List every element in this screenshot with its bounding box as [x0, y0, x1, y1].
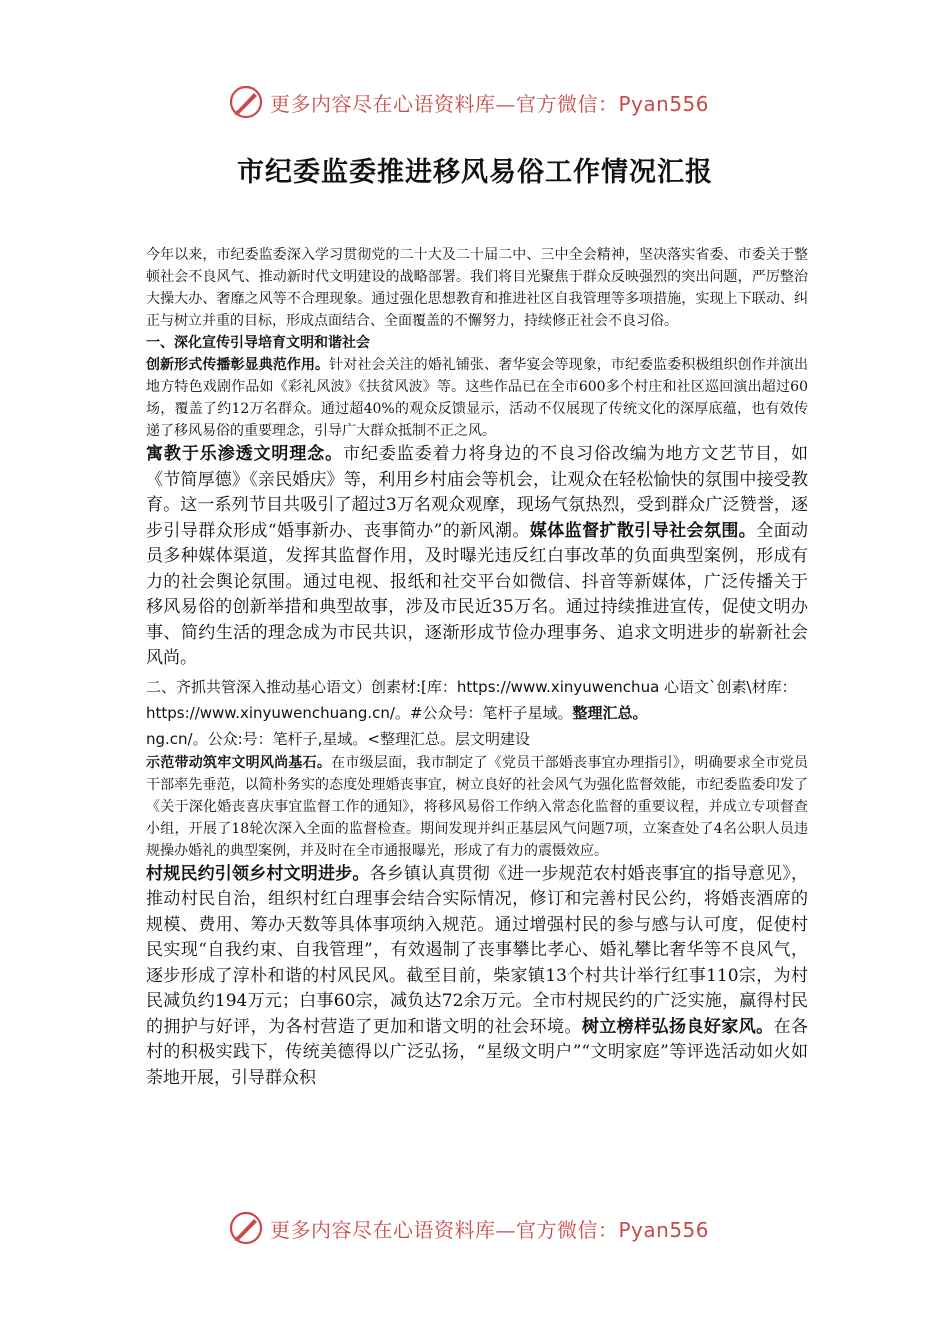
- pen-logo-icon: [228, 84, 264, 120]
- section1-text1: 针对社会关注的婚礼铺张、奢华宴会等现象，市纪委监委积极组织创作并演出地方特色戏剧作品如《彩礼风波》《扶贫风波》等。这些作品已在全市600多个村庄和社区巡回演出超过60场，覆盖了约12万名群众。通过超40%的观众反馈显示，活动不仅展现了传统文化的深厚底蕴，也有效传递了移风易俗的重要理念，引导广大群众抵制不正之风。: [146, 357, 809, 439]
- banner-text: 更多内容尽在心语资料库—官方微信：Pyan556: [270, 91, 710, 116]
- banner-text: 更多内容尽在心语资料库—官方微信：Pyan556: [270, 1217, 710, 1242]
- header-banner: [228, 82, 748, 122]
- section1-paragraph-b: [146, 442, 808, 672]
- section1-lead2: 寓教于乐渗透文明理念。: [146, 444, 344, 464]
- footer-banner: [228, 1208, 748, 1248]
- section2-lead3: 树立榜样弘扬良好家风。: [581, 1016, 774, 1037]
- section1-text2: 市纪委监委着力将身边的不良习俗改编为地方文艺节目，如《节简厚德》《亲民婚庆》等，利用乡村庙会等机会，让观众在轻松愉快的氛围中接受教育。这一系列节目共吸引了超过3万名观众观摩，现场气氛热烈，受到群众广泛赞誉，逐步引导群众形成“婚事新办、丧事简办”的新风潮。: [146, 444, 809, 541]
- document-title: 市纪委监委推进移风易俗工作情况汇报: [237, 157, 713, 188]
- section1-lead1: 创新形式传播彰显典范作用。: [146, 357, 330, 373]
- section1-lead3: 媒体监督扩散引导社会氛围。: [529, 520, 757, 541]
- section1-paragraph-a: [146, 354, 808, 442]
- section2-lead1: 示范带动筑牢文明风尚基石。: [146, 754, 332, 771]
- section2-heading: 二、齐抓共管深入推动基心语文）创素材:[库：https://www.xinyuwenchua 心语文`创素\材库：https://www.xinyuwenchuang.cn/。#公众号：笔杆子星域。整理汇总。 ng.cn/。公众:号：笔杆子,星域。<整理汇总。层文明建设: [146, 677, 797, 748]
- section2-text2: 各乡镇认真贯彻《进一步规范农村婚丧事宜的指导意见》，推动村民自治，组织村红白理事会结合实际情况，修订和完善村民公约，将婚丧酒席的规模、费用、筹办天数等具体事项纳入规范。通过增强村民的参与感与认可度，促使村民实现“自我约束、自我管理”，有效遏制了丧事攀比孝心、婚礼攀比奢华等不良风气，逐步形成了淳朴和谐的村风民风。截至目前，柴家镇13个村共计举行红事110宗，为村民减负约194万元；白事60宗，减负达72余万元。全市村规民约的广泛实施，赢得村民的拥护与好评，为各村营造了更加和谐文明的社会环境。: [146, 863, 809, 1037]
- section2-text3: 在各村的积极实践下，传统美德得以广泛弘扬，“星级文明户”“文明家庭”等评选活动如火如荼地开展，引导群众积: [146, 1016, 809, 1088]
- section2-lead2: 村规民约引领乡村文明进步。: [146, 863, 370, 884]
- pen-logo-icon: [228, 1210, 264, 1246]
- section1-heading: 一、深化宣传引导培育文明和谐社会: [146, 335, 370, 351]
- section2-paragraph-a: [146, 752, 808, 862]
- intro-paragraph: 今年以来，市纪委监委深入学习贯彻党的二十大及二十届二中、三中全会精神，坚决落实省委、市委关于整顿社会不良风气、推动新时代文明建设的战略部署。我们将目光聚焦于群众反映强烈的突出问题，严厉整治大操大办、奢靡之风等不合理现象。通过强化思想教育和推进社区自我管理等多项措施，实现上下联动、纠正与树立并重的目标，形成点面结合、全面覆盖的不懈努力，持续修正社会不良习俗。: [146, 247, 808, 329]
- section2-paragraph-b: [146, 862, 808, 1092]
- document-body: [146, 244, 808, 1091]
- section1-text3: 全面动员多种媒体渠道，发挥其监督作用，及时曝光违反红白事改革的负面典型案例，形成有力的社会舆论氛围。通过电视、报纸和社交平台如微信、抖音等新媒体，广泛传播关于移风易俗的创新举措和典型故事，涉及市民近35万名。通过持续推进宣传，促使文明办事、简约生活的理念成为市民共识，逐渐形成节俭办理事务、追求文明进步的崭新社会风尚。: [146, 520, 809, 668]
- section2-text1: 在市级层面，我市制定了《党员干部婚丧事宜办理指引》，明确要求全市党员干部率先垂范，以简朴务实的态度处理婚丧事宜，树立良好的社会风气为强化监督效能，市纪委监委印发了《关于深化婚丧喜庆事宜监督工作的通知》，将移风易俗工作纳入常态化监督的重要议程，并成立专项督查小组，开展了18轮次深入全面的监督检查。期间发现并纠正基层风气问题7项，立案查处了4名公职人员违规操办婚礼的典型案例，并及时在全市通报曝光，形成了有力的震慑效应。: [146, 754, 808, 859]
